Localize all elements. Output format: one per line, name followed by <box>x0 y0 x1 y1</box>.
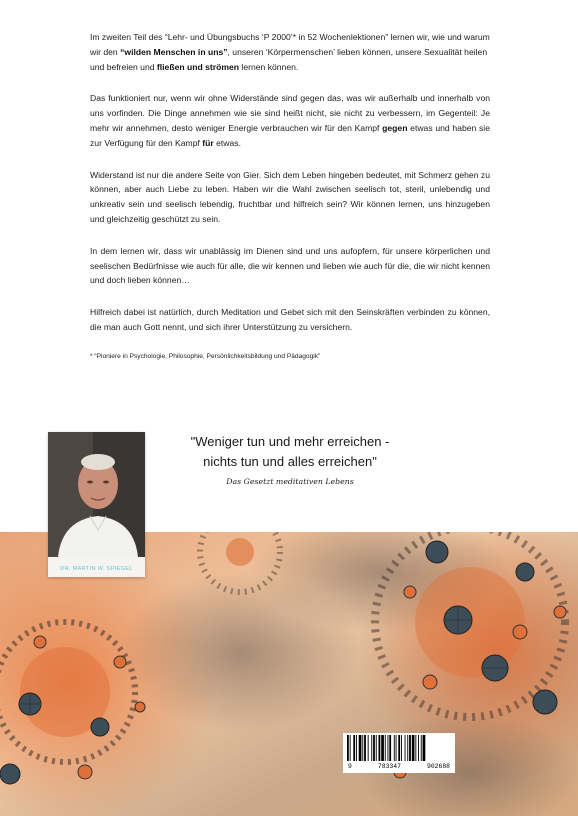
barcode-bar <box>373 735 375 761</box>
paragraph-2: Das funktioniert nur, wenn wir ohne Widerstände sind gegen das, was wir außerhalb und innerhalb von uns vorfinden. Die Dinge annehmen wie sie sind heißt nicht, sie nicht zu verbessern, im Gegenteil: Je mehr wir annehmen, desto weniger Energie verbrauchen wir für den Kampf gegen etwas und haben sie zur Verfügung für den Kampf für etwas. <box>90 93 490 148</box>
barcode-bar <box>396 735 397 761</box>
quote-line-2: nichts tun und alles erreichen" <box>203 454 377 469</box>
barcode-bar <box>364 735 366 761</box>
barcode-digits <box>343 763 455 770</box>
barcode-bar <box>412 735 415 761</box>
barcode-bar <box>379 735 381 761</box>
footnote: * “Pioniere in Psychologie, Philosophie, Persönlichkeitsbildung und Pädagogik” <box>90 352 321 360</box>
author-photo <box>48 432 145 557</box>
barcode-bar <box>401 735 402 761</box>
barcode-bar <box>356 735 357 761</box>
barcode-bar <box>423 735 426 761</box>
barcode-bar <box>353 735 355 761</box>
barcode-bar <box>388 735 389 761</box>
barcode-bar <box>415 735 416 761</box>
barcode-bar <box>418 735 419 761</box>
emphasis-flow: fließen und strömen <box>156 61 240 72</box>
quote-block <box>160 432 420 486</box>
barcode-bar <box>359 735 362 761</box>
barcode-digit-prefix: 9 <box>348 763 352 770</box>
paragraph-3: Widerstand ist nur die andere Seite von Gier. Sich dem Leben hingeben bedeutet, mit Schmerz gehen zu können, aber auch Liebe zu leben. Haben wir die Wahl zwischen seelisch tot, steril, unlebendig und unkreativ sein und seelisch lebendig, fruchtbar und hilfreich sein? Wir können lernen, uns hinzugeben und gleichzeitig geschützt zu sein. <box>90 169 490 224</box>
barcode-bar <box>347 735 349 761</box>
barcode-bar <box>407 735 408 761</box>
paragraph-1: Im zweiten Teil des “Lehr- und Übungsbuchs ‘P 2000’* in 52 Wochenlektionen” lernen wir, wie und warum wir den “wilden Menschen in uns”, unseren ‘Körpermenschen’ lieben können, unsere Sexualität heilen und befreien und fließen und strömen lernen können. <box>90 32 490 72</box>
barcode-bar <box>381 735 384 761</box>
barcode-bar <box>389 735 391 761</box>
barcode-bar <box>368 735 369 761</box>
barcode-bar <box>405 735 406 761</box>
barcode-bar <box>394 735 395 761</box>
barcode-bar <box>385 735 386 761</box>
paragraph-5: Hilfreich dabei ist natürlich, durch Meditation und Gebet sich mit den Seinskräften verbinden zu können, die man auch Gott nennt, und sich ihrer Unterstützung zu versichern. <box>90 307 490 332</box>
barcode-bar <box>350 735 351 761</box>
quote-line-1: "Weniger tun und mehr erreichen - <box>190 434 390 449</box>
quote-subtitle: Das Gesetzt meditativen Lebens <box>226 477 354 486</box>
emphasis-wild-humans: “wilden Menschen in uns” <box>120 46 228 57</box>
barcode-digit-left: 783347 <box>377 763 401 770</box>
barcode-bar <box>371 735 372 761</box>
author-portrait <box>48 432 145 577</box>
barcode-bar <box>362 735 363 761</box>
paragraph-4: In dem lernen wir, dass wir unablässig im Dienen sind und uns aufopfern, für unsere körperlichen und seelischen Bedürfnisse wie auch für alle, die wir kennen und lieben wie auch für die, die wir nicht kennen und doch lieben können… <box>90 245 490 286</box>
barcode-bars <box>346 735 452 761</box>
barcode-bar <box>398 735 400 761</box>
barcode-bar <box>376 735 377 761</box>
barcode-bar <box>421 735 422 761</box>
barcode-bar <box>409 735 411 761</box>
barcode-digit-right: 902688 <box>426 763 450 770</box>
emphasis-for: für <box>202 137 214 148</box>
back-cover-text <box>90 30 490 368</box>
emphasis-against: gegen <box>382 122 408 133</box>
isbn-barcode <box>343 733 455 773</box>
author-name: DR. MARTIN W. SPIEGEL <box>60 566 133 572</box>
